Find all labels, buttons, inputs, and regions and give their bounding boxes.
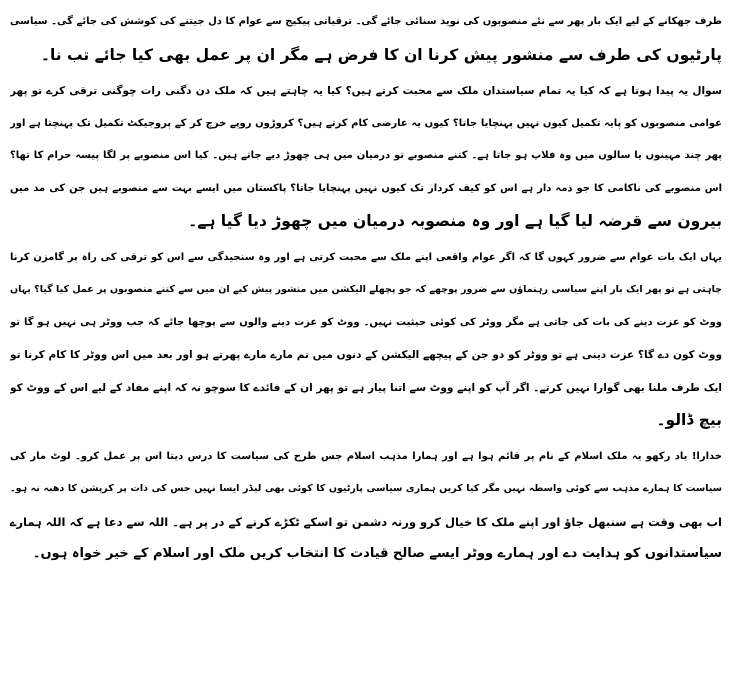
paragraph-3 xyxy=(10,242,722,437)
text-line: چاہتی ہے تو پھر ایک بار اپنے سیاسی رہنماؤں سے ضرور پوچھے کہ جو پچھلے الیکشن میں منشور پیش کیے ان میں سے کتنے منصوبوں پر عمل کیا گیا؟ یہاں xyxy=(10,284,722,295)
text-line: ووٹ کون دے گا؟ عزت دینی ہے تو ووٹر کو دو جن کے پیچھے الیکشن کے دنوں میں تم مارے مارے پھرتے ہو اور بعد میں اس ووٹر کا کام کرنا تو xyxy=(10,349,722,361)
paragraph-4 xyxy=(10,441,722,571)
text-line: بیرون سے قرضہ لیا گیا ہے اور وہ منصوبہ درمیان میں چھوڑ دیا گیا ہے۔ xyxy=(188,212,722,230)
text-line: سوال یہ پیدا ہوتا ہے کہ کیا یہ تمام سیاستدان ملک سے محبت کرتے ہیں؟ کیا یہ چاہتے ہیں کہ ملک دن دگنی رات چوگنی ترقی کرے تو پھر xyxy=(10,85,722,97)
text-line: سیاستدانوں کو ہدایت دے اور ہمارے ووٹر ایسے صالح قیادت کا انتخاب کریں ملک اور اسلام کے خیر خواہ ہوں۔ xyxy=(32,546,722,561)
text-line: سیاست کا ہمارے مذہب سے کوئی واسطہ نہیں مگر کیا کریں ہماری سیاسی پارٹیوں کا کوئی بھی لیڈر ایسا نہیں جس کی ذات پر کرپشن کا دھبہ نہ ہو۔ xyxy=(10,483,722,494)
paragraph-1 xyxy=(10,6,722,71)
text-line: پھر چند مہینوں یا سالوں میں وہ فلاپ ہو جاتا ہے۔ کتنے منصوبے تو درمیان میں ہی چھوڑ دیے جاتے ہیں۔ کیا اس منصوبے پر لگا پیسہ حرام کا تھا؟ xyxy=(10,150,722,161)
text-line: عوامی منصوبوں کو پایہ تکمیل کیوں نہیں پہنچایا جاتا؟ کیوں یہ عارضی کام کرتے ہیں؟ کروڑوں روپے خرچ کر کے پروجیکٹ تکمیل تک پہنچتا ہے اور xyxy=(10,117,722,129)
text-line: ایک طرف ملنا بھی گوارا نہیں کرتے۔ اگر آپ کو اپنے ووٹ سے اتنا پیار ہے تو پھر ان کے فائدے کا سوچو نہ کہ اپنے مفاد کے لیے اس کے ووٹ کو xyxy=(10,381,722,394)
text-line: بیچ ڈالو۔ xyxy=(656,411,722,429)
paragraph-2 xyxy=(10,75,722,238)
text-line: اس منصوبے کی ناکامی کا جو ذمہ دار ہے اس کو کیف کردار تک کیوں نہیں پہنچایا جاتا؟ پاکستان میں ایسے بہت سے منصوبے ہیں جن کی مد میں xyxy=(10,182,722,194)
text-line: ووٹ کو عزت دینے کی بات کی جاتی ہے مگر ووٹر کی کوئی حیثیت نہیں۔ ووٹ کو عزت دینے والوں سے پوچھا جائے کہ جب ووٹر ہی نہیں ہو گا تو xyxy=(10,316,722,328)
text-line: یہاں ایک بات عوام سے ضرور کہوں گا کہ اگر عوام واقعی اپنے ملک سے محبت کرتی ہے اور وہ سنجیدگی سے اس کو ترقی کی راہ پر گامزن کرنا xyxy=(10,251,722,263)
text-line: طرف جھکانے کے لیے ایک بار پھر سے نئے منصوبوں کی نوید سنائی جائے گی۔ ترقیاتی پیکیج سے عوام کا دل جیتنے کی کوشش کی جائے گی۔ سیاسی xyxy=(10,16,722,27)
text-line: پارٹیوں کی طرف سے منشور پیش کرنا ان کا فرض ہے مگر ان پر عمل بھی کیا جائے تب نا۔ xyxy=(40,45,722,64)
text-line: اب بھی وقت ہے سنبھل جاؤ اور اپنے ملک کا خیال کرو ورنہ دشمن تو اسکے ٹکڑے کرنے کے در پر ہے۔ اللہ سے دعا ہے کہ اللہ ہمارے xyxy=(10,514,722,529)
text-line: خدارا! یاد رکھو یہ ملک اسلام کے نام پر قائم ہوا ہے اور ہمارا مذہب اسلام جس طرح کی سیاست کا درس دیتا اس پر عمل کرو۔ لوٹ مار کی xyxy=(10,450,722,462)
